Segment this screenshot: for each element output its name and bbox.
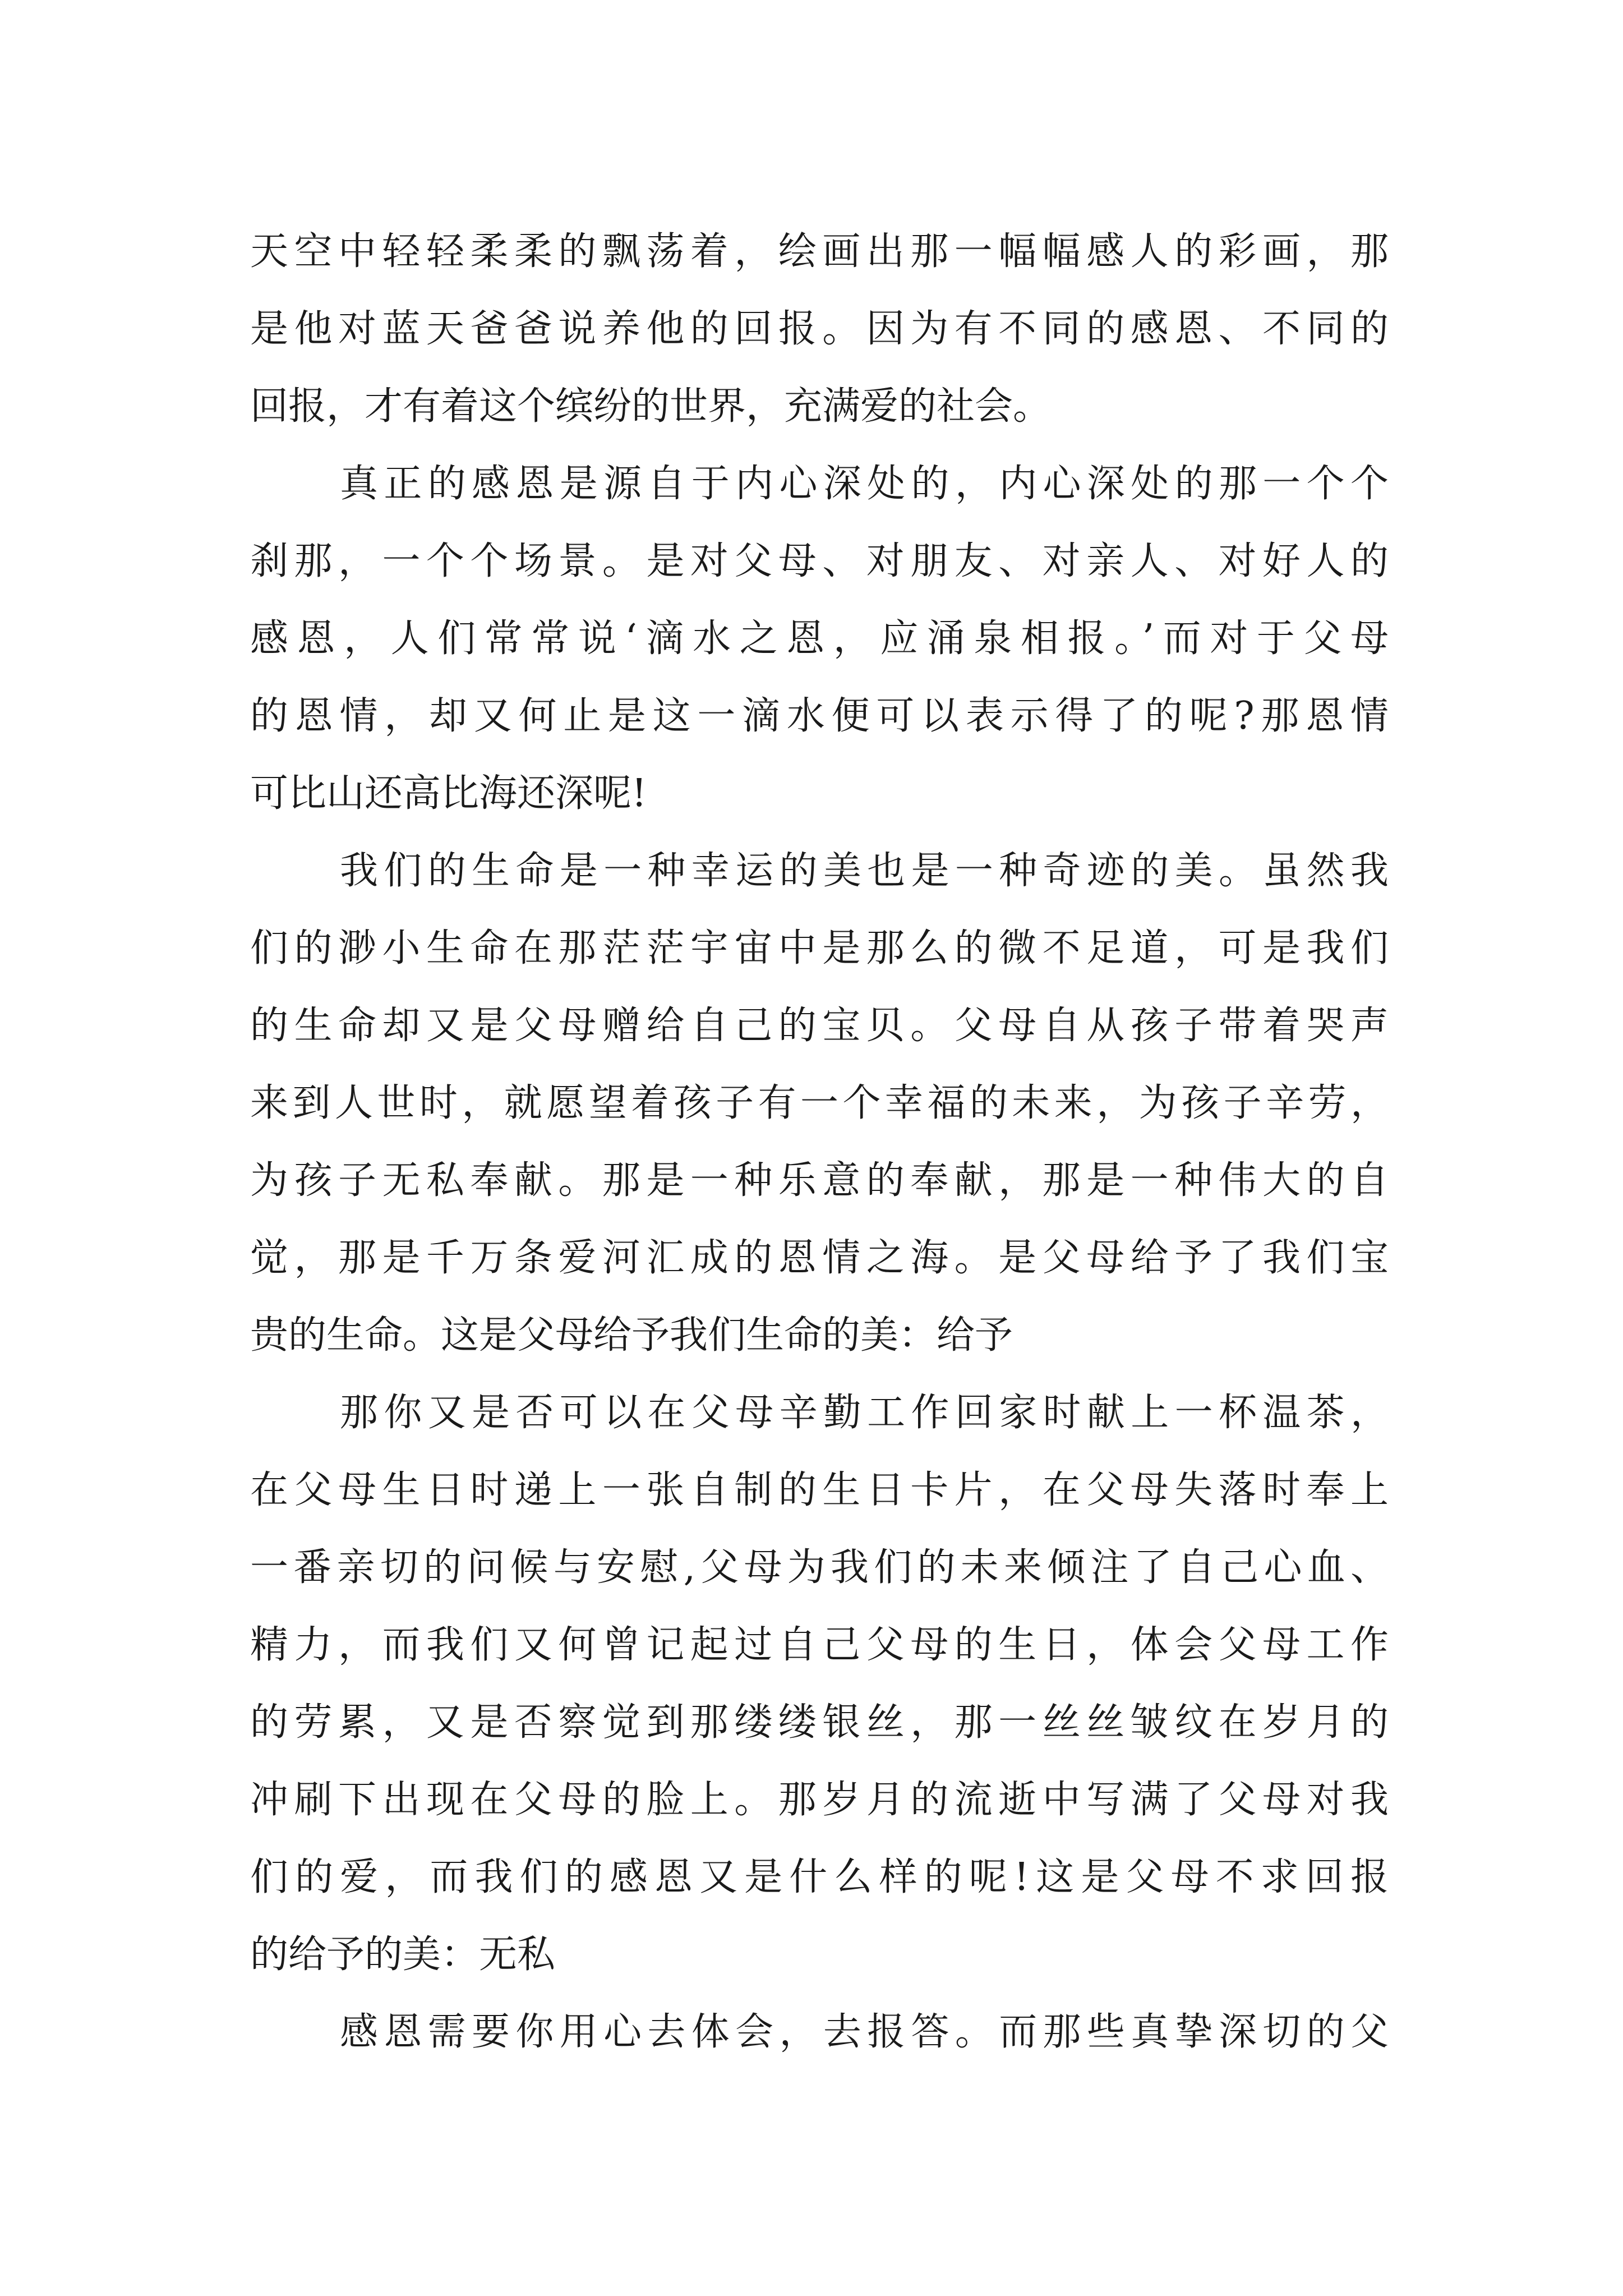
text-line: 的恩情，却又何止是这一滴水便可以表示得了的呢?那恩情 bbox=[250, 694, 1389, 738]
text-line: 们的爱，而我们的感恩又是什么样的呢!这是父母不求回报 bbox=[250, 1855, 1389, 1899]
paragraph-start-line: 真正的感恩是源自于内心深处的，内心深处的那一个个 bbox=[340, 462, 1389, 506]
text-line: 刹那，一个个场景。是对父母、对朋友、对亲人、对好人的 bbox=[250, 539, 1389, 583]
paragraph-start-line: 那你又是否可以在父母辛勤工作回家时献上一杯温茶， bbox=[340, 1391, 1389, 1435]
text-line: 感恩，人们常常说‘滴水之恩，应涌泉相报。’而对于父母 bbox=[250, 616, 1389, 661]
text-line: 可比山还高比海还深呢! bbox=[250, 771, 647, 816]
text-line: 贵的生命。这是父母给予我们生命的美：给予 bbox=[250, 1313, 1013, 1358]
text-line: 来到人世时，就愿望着孩子有一个幸福的未来，为孩子辛劳， bbox=[250, 1081, 1389, 1125]
paragraph-start-line: 我们的生命是一种幸运的美也是一种奇迹的美。虽然我 bbox=[340, 849, 1389, 893]
text-line: 在父母生日时递上一张自制的生日卡片，在父母失落时奉上 bbox=[250, 1468, 1389, 1512]
text-line: 的劳累，又是否察觉到那缕缕银丝，那一丝丝皱纹在岁月的 bbox=[250, 1700, 1389, 1745]
text-line: 一番亲切的问候与安慰,父母为我们的未来倾注了自己心血、 bbox=[250, 1545, 1389, 1590]
text-line: 觉，那是千万条爱河汇成的恩情之海。是父母给予了我们宝 bbox=[250, 1236, 1389, 1280]
text-line: 天空中轻轻柔柔的飘荡着，绘画出那一幅幅感人的彩画，那 bbox=[250, 229, 1389, 274]
text-line: 精力，而我们又何曾记起过自己父母的生日，体会父母工作 bbox=[250, 1623, 1389, 1667]
text-line: 回报，才有着这个缤纷的世界，充满爱的社会。 bbox=[250, 384, 1052, 429]
paragraph-start-line: 感恩需要你用心去体会，去报答。而那些真挚深切的父 bbox=[340, 2010, 1389, 2054]
body-text bbox=[250, 213, 1389, 2071]
text-line: 们的渺小生命在那茫茫宇宙中是那么的微不足道，可是我们 bbox=[250, 926, 1389, 970]
text-line: 冲刷下出现在父母的脸上。那岁月的流逝中写满了父母对我 bbox=[250, 1778, 1389, 1822]
text-line: 的给予的美：无私 bbox=[250, 1932, 556, 1977]
text-line: 是他对蓝天爸爸说养他的回报。因为有不同的感恩、不同的 bbox=[250, 307, 1389, 351]
text-line: 的生命却又是父母赠给自己的宝贝。父母自从孩子带着哭声 bbox=[250, 1004, 1389, 1048]
text-line: 为孩子无私奉献。那是一种乐意的奉献，那是一种伟大的自 bbox=[250, 1158, 1389, 1203]
